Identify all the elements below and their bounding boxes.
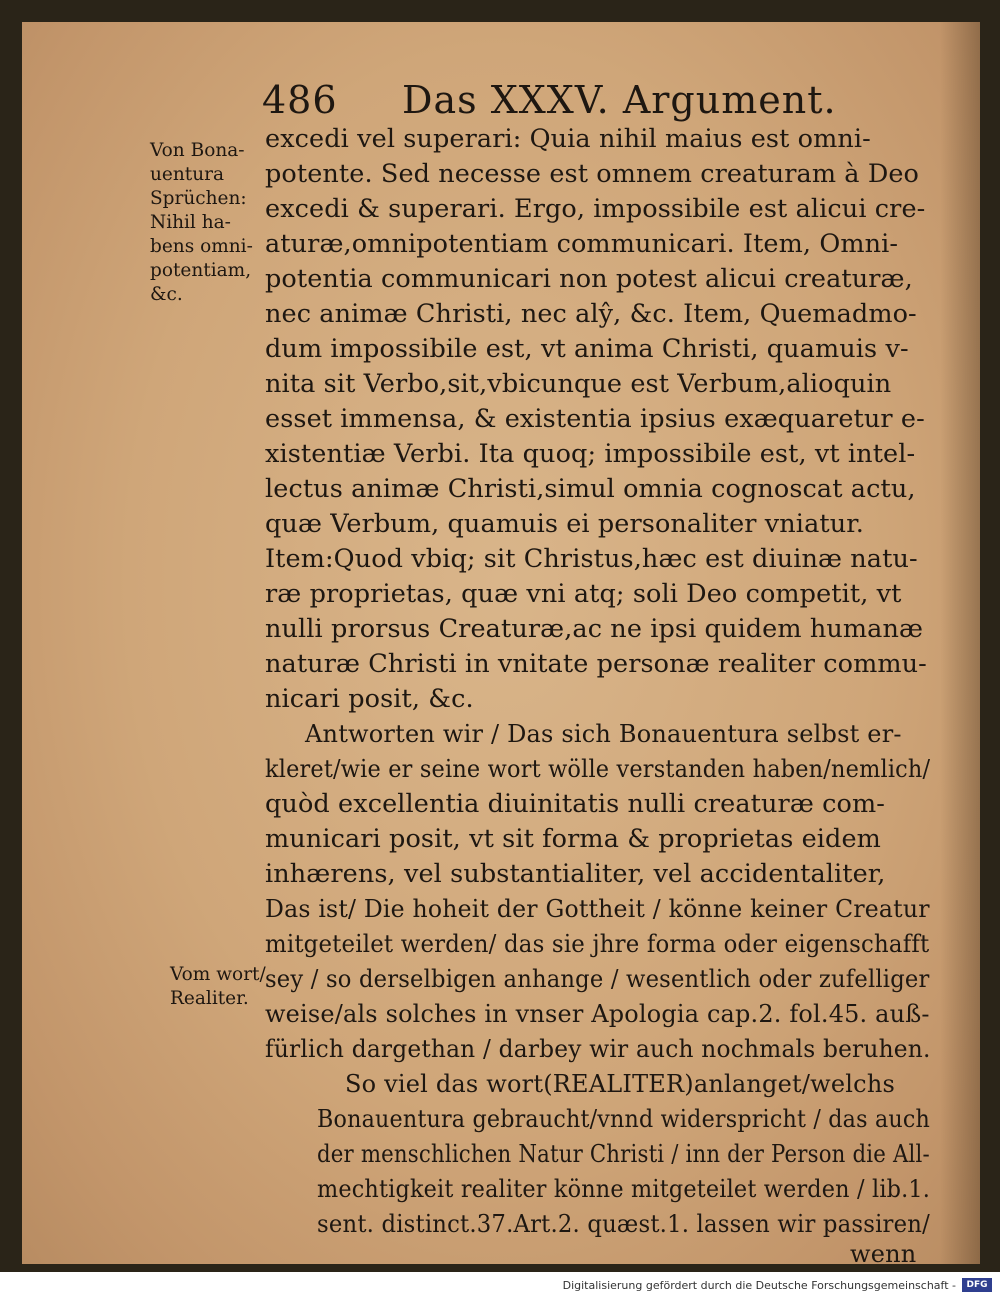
text-line: Das ist/ Die hoheit der Gottheit / könne keiner Creatur	[265, 895, 930, 923]
margin-note-line: Nihil ha-	[150, 212, 231, 233]
text-line: esset immensa, & existentia ipsius exæquaretur e-	[265, 404, 925, 434]
text-line: Bonauentura gebraucht/vnnd widerspricht / das auch	[317, 1105, 931, 1133]
funding-note: Digitalisierung gefördert durch die Deutsche Forschungsgemeinschaft -	[562, 1279, 956, 1292]
text-line: lectus animæ Christi,simul omnia cognoscat actu,	[265, 474, 916, 504]
text-line: sey / so derselbigen anhange / wesentlich oder zufelliger	[265, 965, 930, 993]
text-line: nita sit Verbo,sit,vbicunque est Verbum,alioquin	[265, 369, 892, 399]
margin-note-line: uentura	[150, 164, 224, 185]
margin-note-line: Sprüchen:	[150, 188, 247, 209]
margin-note-line: &c.	[150, 284, 183, 305]
text-line: nulli prorsus Creaturæ,ac ne ipsi quidem humanæ	[265, 614, 924, 644]
text-line: kleret/wie er seine wort wölle verstanden haben/nemlich/	[265, 755, 931, 783]
text-line: der menschlichen Natur Christi / inn der Person die All-	[317, 1140, 930, 1168]
text-line: excedi & superari. Ergo, impossibile est alicui cre-	[265, 194, 926, 224]
text-line: Antworten wir / Das sich Bonauentura selbst er-	[305, 720, 902, 748]
text-line: mitgeteilet werden/ das sie jhre forma oder eigenschafft	[265, 930, 930, 958]
book-page	[22, 22, 980, 1264]
text-line: potentia communicari non potest alicui creaturæ,	[265, 264, 913, 294]
text-line: weise/als solches in vnser Apologia cap.2. fol.45. auß-	[265, 1000, 930, 1028]
text-line: inhærens, vel substantialiter, vel accidentaliter,	[265, 859, 886, 889]
text-line: quòd excellentia diuinitatis nulli creaturæ com-	[265, 789, 885, 819]
text-line: nec animæ Christi, nec alŷ, &c. Item, Quemadmo-	[265, 299, 917, 329]
dfg-logo: DFG	[962, 1278, 992, 1292]
margin-note-line: Von Bona-	[150, 140, 245, 161]
text-line: wenn	[850, 1240, 917, 1264]
text-line: ræ proprietas, quæ vni atq; soli Deo competit, vt	[265, 579, 902, 609]
margin-note-line: Vom wort/	[170, 964, 266, 985]
text-line: mechtigkeit realiter könne mitgeteilet werden / lib.1.	[317, 1175, 931, 1203]
text-line: quæ Verbum, quamuis ei personaliter vniatur.	[265, 509, 864, 539]
margin-note-line: Realiter.	[170, 988, 249, 1009]
text-line: Item:Quod vbiq; sit Christus,hæc est diuinæ natu-	[265, 544, 918, 574]
text-line: naturæ Christi in vnitate personæ realiter commu-	[265, 649, 927, 679]
text-line: municari posit, vt sit forma & proprietas eidem	[265, 824, 881, 854]
running-title: Das XXXV. Argument.	[402, 78, 837, 122]
page-number: 486	[262, 78, 338, 122]
text-line: fürlich dargethan / darbey wir auch nochmals beruhen.	[265, 1035, 931, 1063]
text-line: dum impossibile est, vt anima Christi, quamuis v-	[265, 334, 909, 364]
text-line: potente. Sed necesse est omnem creaturam à Deo	[265, 159, 920, 189]
text-line: So viel das wort(REALITER)anlanget/welchs	[345, 1070, 895, 1098]
text-line: nicari posit, &c.	[265, 684, 474, 714]
margin-note-line: potentiam,	[150, 260, 252, 281]
text-line: excedi vel superari: Quia nihil maius est omni-	[265, 124, 871, 154]
margin-note-line: bens omni-	[150, 236, 253, 257]
text-line: aturæ,omnipotentiam communicari. Item, Omni-	[265, 229, 899, 259]
text-line: sent. distinct.37.Art.2. quæst.1. lassen wir passiren/	[317, 1210, 930, 1238]
text-line: xistentiæ Verbi. Ita quoq; impossibile est, vt intel-	[265, 439, 916, 469]
footer-bar	[0, 1272, 1000, 1298]
